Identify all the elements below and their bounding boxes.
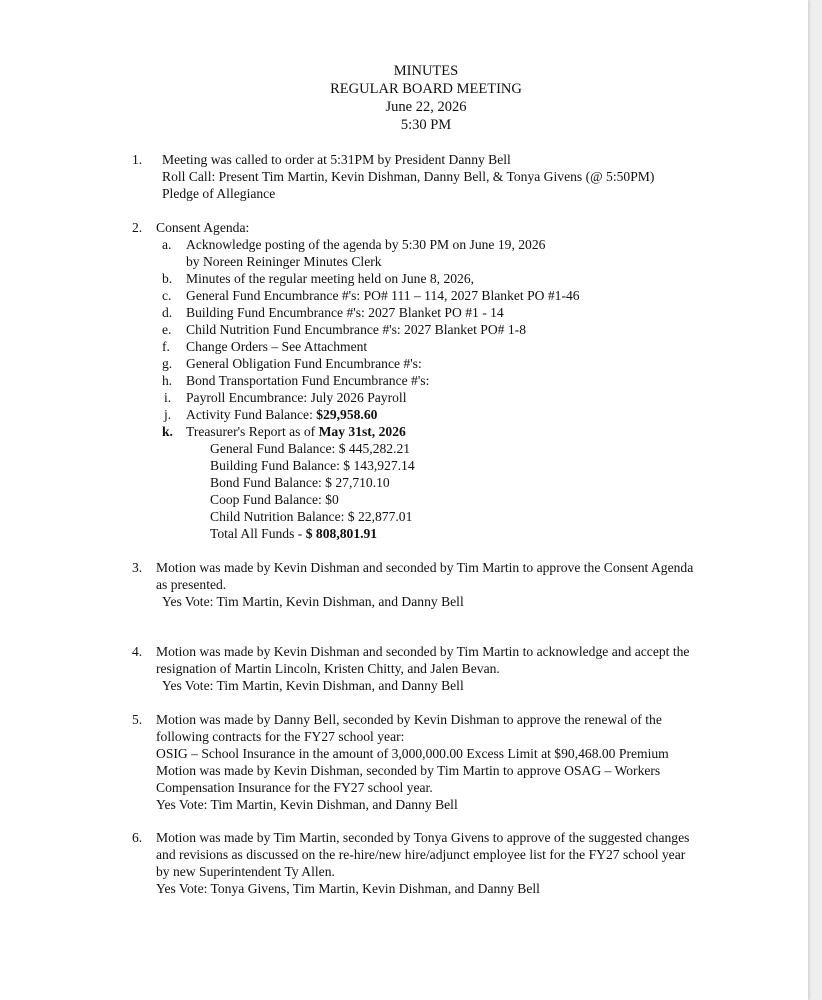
motion-text: Motion was made by Danny Bell, seconded by Kevin Dishman to approve the renewal of the	[156, 712, 662, 727]
item-number: 6.	[132, 830, 143, 845]
list-letter: b.	[162, 271, 173, 286]
motion-text: Compensation Insurance for the FY27 school year.	[156, 780, 433, 795]
call-to-order: Meeting was called to order at 5:31PM by President Danny Bell	[162, 152, 511, 167]
treasurer-report-date: May 31st, 2026	[318, 424, 406, 439]
vote-result: Yes Vote: Tim Martin, Kevin Dishman, and Danny Bell	[162, 678, 464, 693]
bond-fund-balance: Bond Fund Balance: $ 27,710.10	[210, 475, 390, 490]
agenda-h: Bond Transportation Fund Encumbrance #'s:	[186, 373, 430, 388]
item-number: 4.	[132, 644, 143, 659]
activity-fund-value: $29,958.60	[316, 407, 378, 422]
agenda-a-line1: Acknowledge posting of the agenda by 5:30 PM on June 19, 2026	[186, 237, 546, 252]
item-number: 2.	[132, 220, 143, 235]
total-funds-label: Total All Funds -	[210, 526, 306, 541]
motion-text: Motion was made by Kevin Dishman, seconded by Tim Martin to approve OSAG – Workers	[156, 763, 661, 778]
motion-text: Motion was made by Kevin Dishman and seconded by Tim Martin to acknowledge and accept the	[156, 644, 690, 659]
meeting-time: 5:30 PM	[400, 117, 452, 133]
item-number: 1.	[132, 152, 143, 167]
document-title: MINUTES	[393, 63, 459, 79]
item-number: 3.	[132, 560, 143, 575]
agenda-a-line2: by Noreen Reininger Minutes Clerk	[186, 254, 382, 269]
motion-text: following contracts for the FY27 school year:	[156, 729, 405, 744]
motion-text: as presented.	[156, 577, 227, 592]
motion-text: by new Superintendent Ty Allen.	[156, 864, 335, 879]
agenda-e: Child Nutrition Fund Encumbrance #'s: 2027 Blanket PO# 1-8	[186, 322, 526, 337]
list-letter: d.	[162, 305, 173, 320]
agenda-i: Payroll Encumbrance: July 2026 Payroll	[186, 390, 407, 405]
treasurer-report-label: Treasurer's Report as of	[186, 424, 319, 439]
agenda-k	[186, 423, 406, 440]
motion-text: Motion was made by Kevin Dishman and seconded by Tim Martin to approve the Consent Agenda	[156, 560, 694, 575]
vote-result: Yes Vote: Tonya Givens, Tim Martin, Kevin Dishman, and Danny Bell	[156, 881, 540, 896]
motion-text: OSIG – School Insurance in the amount of 3,000,000.00 Excess Limit at $90,468.00 Premium	[156, 746, 669, 761]
vote-result: Yes Vote: Tim Martin, Kevin Dishman, and Danny Bell	[162, 594, 464, 609]
item-number: 5.	[132, 712, 143, 727]
motion-text: resignation of Martin Lincoln, Kristen Chitty, and Jalen Bevan.	[156, 661, 500, 676]
motion-text: and revisions as discussed on the re-hire/new hire/adjunct employee list for the FY27 school year	[156, 847, 686, 862]
agenda-b: Minutes of the regular meeting held on June 8, 2026,	[186, 271, 475, 286]
agenda-g: General Obligation Fund Encumbrance #'s:	[186, 356, 422, 371]
list-letter: a.	[162, 237, 172, 252]
list-letter: g.	[162, 356, 173, 371]
total-funds-value: $ 808,801.91	[305, 526, 378, 541]
activity-fund-label: Activity Fund Balance:	[186, 407, 317, 422]
agenda-c: General Fund Encumbrance #'s: PO# 111 – 114, 2027 Blanket PO #1-46	[186, 288, 580, 303]
list-letter: j.	[164, 407, 172, 422]
agenda-f: Change Orders – See Attachment	[186, 339, 368, 354]
list-letter: i.	[164, 390, 172, 405]
total-all-funds	[210, 525, 377, 542]
child-nutrition-balance: Child Nutrition Balance: $ 22,877.01	[210, 509, 413, 524]
general-fund-balance: General Fund Balance: $ 445,282.21	[210, 441, 411, 456]
meeting-date: June 22, 2026	[385, 99, 467, 115]
meeting-type: REGULAR BOARD MEETING	[330, 81, 522, 97]
list-letter: h.	[162, 373, 173, 388]
list-letter: f.	[162, 339, 170, 354]
building-fund-balance: Building Fund Balance: $ 143,927.14	[210, 458, 415, 473]
vote-result: Yes Vote: Tim Martin, Kevin Dishman, and Danny Bell	[156, 797, 458, 812]
agenda-j	[186, 406, 377, 423]
coop-fund-balance: Coop Fund Balance: $0	[210, 492, 339, 507]
agenda-d: Building Fund Encumbrance #'s: 2027 Blanket PO #1 - 14	[186, 305, 504, 320]
pledge: Pledge of Allegiance	[162, 186, 276, 201]
list-letter: e.	[162, 322, 172, 337]
consent-agenda-title: Consent Agenda:	[156, 220, 250, 235]
list-letter: c.	[162, 288, 172, 303]
document-header	[0, 62, 822, 134]
roll-call: Roll Call: Present Tim Martin, Kevin Dishman, Danny Bell, & Tonya Givens (@ 5:50PM)	[162, 169, 655, 184]
list-letter: k.	[162, 424, 173, 439]
motion-text: Motion was made by Tim Martin, seconded by Tonya Givens to approve of the suggested changes	[156, 830, 690, 845]
